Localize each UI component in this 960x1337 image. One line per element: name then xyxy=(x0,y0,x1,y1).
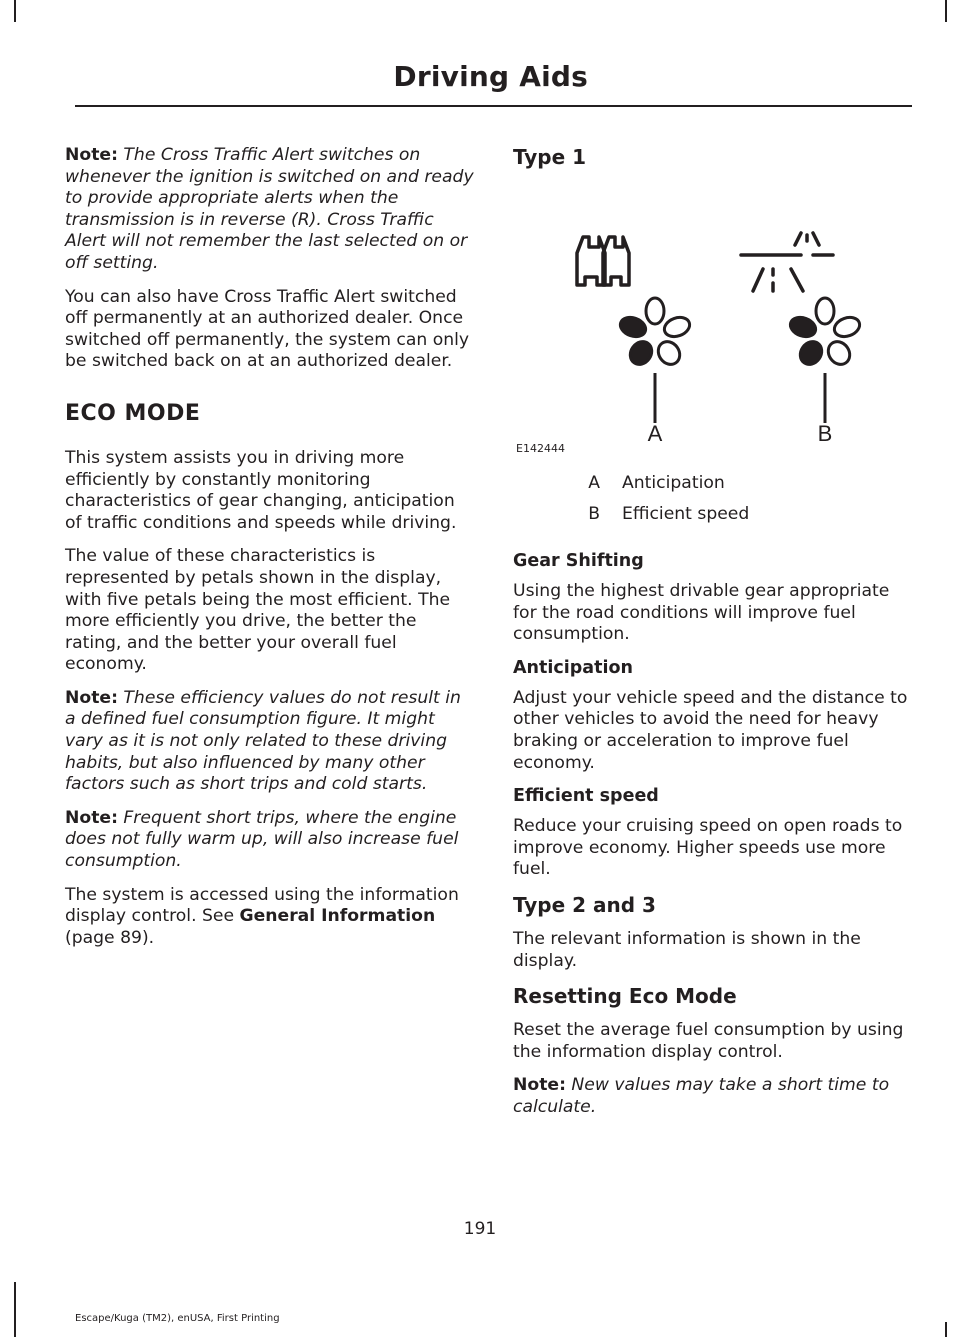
note-label: Note: xyxy=(65,145,118,165)
road-warning-icon xyxy=(741,233,833,291)
paragraph-petals: The value of these characteristics is represented by petals shown in the display, with five petals being the most efficient. The more efficiently you drive, the better the rating, and the better your overall fuel economy. xyxy=(65,546,451,675)
figure-type-heading: Type 1 xyxy=(513,145,587,169)
note-short-trips xyxy=(65,808,475,873)
figure-label-a: A xyxy=(647,421,663,446)
heading-resetting-eco-mode: Resetting Eco Mode xyxy=(513,984,737,1009)
legend-row xyxy=(513,504,911,535)
two-cars-icon xyxy=(577,237,629,285)
eco-mode-figure xyxy=(513,145,911,467)
page-reference: (page 89). xyxy=(65,927,155,948)
figure-code: E142444 xyxy=(516,442,565,455)
eco-flower-icon-a xyxy=(618,298,693,423)
heading-type-2-and-3: Type 2 and 3 xyxy=(513,892,656,917)
legend-row xyxy=(513,473,911,504)
note-cross-traffic xyxy=(65,145,475,275)
legend-key: A xyxy=(588,473,600,493)
note-calculate xyxy=(513,1075,911,1118)
left-column xyxy=(65,145,475,961)
paragraph-anticipation: Adjust your vehicle speed and the distance to other vehicles to avoid the need for heavy braking or acceleration to improve fuel economy. xyxy=(513,687,908,773)
note-text: New values may take a short time to calculate. xyxy=(513,1075,890,1117)
edition-line: Escape/Kuga (TM2), enUSA, First Printing xyxy=(75,1313,280,1324)
note-efficiency xyxy=(65,688,475,796)
crop-mark-bottom-left xyxy=(14,1282,16,1337)
paragraph-dealer: You can also have Cross Traffic Alert switched off permanently at an authorized dealer. Once switched off permanently, the system can only be switched back on at an authorized dealer. xyxy=(65,286,470,372)
header-rule xyxy=(75,105,912,107)
crop-mark-top-right xyxy=(945,0,947,22)
heading-efficient-speed: Efficient speed xyxy=(513,786,659,807)
note-text: These efficiency values do not result in a defined fuel consumption figure. It might vary as it is not only related to these driving habits, but also influenced by many other factors such as short trips and cold starts. xyxy=(65,687,461,795)
page-header-title: Driving Aids xyxy=(393,60,588,93)
legend-key: B xyxy=(588,504,600,524)
note-label: Note: xyxy=(65,687,118,708)
legend-value: Anticipation xyxy=(622,473,725,493)
crop-mark-top-left xyxy=(14,0,16,22)
legend-value: Efficient speed xyxy=(622,504,750,524)
note-text: The Cross Traffic Alert switches on whenever the ignition is switched on and ready to provide appropriate alerts when the transmission is in reverse (R). Cross Traffic Alert will not remember the last selected on or off setting. xyxy=(65,145,474,273)
paragraph-efficient-speed: Reduce your cruising speed on open roads to improve economy. Higher speeds use more fuel. xyxy=(513,816,903,880)
paragraph-text: The system is accessed using the information display control. See xyxy=(65,884,459,927)
paragraph-type-2-and-3: The relevant information is shown in the display. xyxy=(513,928,861,971)
heading-anticipation: Anticipation xyxy=(513,657,633,678)
heading-gear-shifting: Gear Shifting xyxy=(513,551,644,571)
note-label: Note: xyxy=(65,807,118,828)
figure-label-b: B xyxy=(817,421,833,446)
paragraph-eco-intro: This system assists you in driving more efficiently by constantly monitoring characteristics of gear changing, anticipation of traffic conditions and speeds while driving. xyxy=(65,447,457,533)
note-text: Frequent short trips, where the engine does not fully warm up, will also increase fuel consumption. xyxy=(65,807,459,872)
paragraph-gear-shifting: Using the highest drivable gear appropriate for the road conditions will improve fuel consumption. xyxy=(513,581,890,645)
cross-reference-link[interactable]: General Information xyxy=(239,906,436,927)
section-heading-eco-mode: ECO MODE xyxy=(65,400,201,426)
eco-mode-illustration xyxy=(513,145,911,467)
page-number: 191 xyxy=(463,1219,497,1239)
right-column xyxy=(513,145,911,1131)
eco-flower-icon-b xyxy=(788,298,863,423)
paragraph-access xyxy=(65,885,475,950)
paragraph-resetting: Reset the average fuel consumption by using the information display control. xyxy=(513,1020,904,1062)
crop-mark-bottom-right xyxy=(945,1322,947,1337)
note-label: Note: xyxy=(513,1075,566,1096)
figure-legend xyxy=(513,473,911,535)
